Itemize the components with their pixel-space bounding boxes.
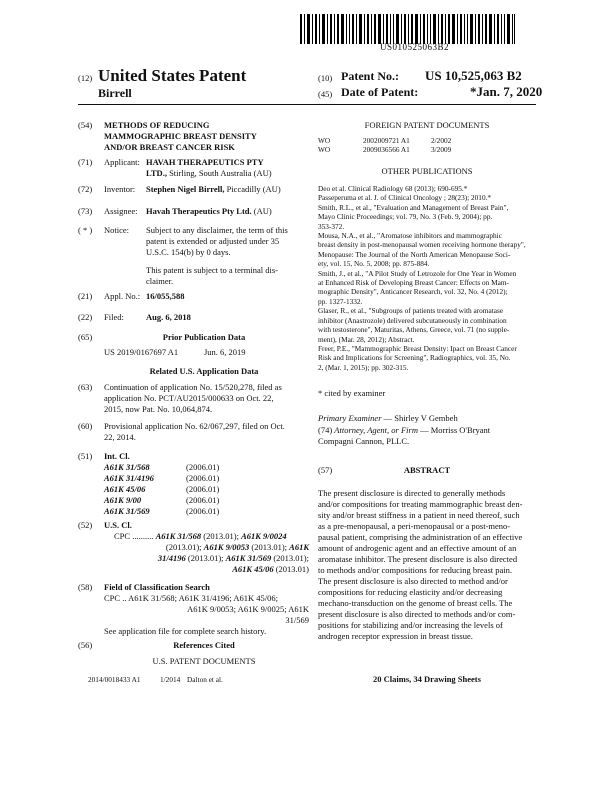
cpc-date: (2013.01); [271,553,309,563]
publication-line: Menopause: The Journal of the North American Menopause Soci- [318,249,511,259]
barcode [300,14,515,44]
int-cl-code: A61K 45/06 [104,484,146,494]
publication-line: ment), (Mar. 28, 2012); Abstract. [318,334,415,344]
publication-line: Mayo Clinic Proceedings; vol. 79, No. 3 (Feb. 9, 2004); pp. [318,212,493,222]
publication-line: breast density in post-menopausal women receiving hormone therapy", [318,240,526,250]
int-cl-row [104,462,219,473]
cpc-code: A61K 45/06 [232,564,274,574]
patent-no-label: Patent No.: [341,69,399,83]
foreign-docs-list [318,136,451,155]
foreign-date: 3/2009 [431,145,452,155]
int-cl-row [104,484,219,495]
int-cl-date: (2006.01) [186,506,220,516]
int-cl-row [104,495,219,506]
notice-label: Notice: [104,225,130,235]
code-52: (52) [78,520,93,530]
abstract-title: ABSTRACT [403,465,451,475]
us-cl-title: U.S. Cl. [104,520,132,530]
publication-line: Passeperuma et al. J. of Clinical Oncology ; 28(23); 2010.* [318,193,492,203]
applicant-name: HAVAH THERAPEUTICS PTY [146,157,264,167]
field-search-title: Field of Classification Search [104,582,210,592]
other-pubs-list [318,184,536,372]
publication-line: Deo et al. Clinical Radiology 68 (2013); 690-695.* [318,184,468,193]
int-cl-title: Int. Cl. [104,451,130,461]
continuation-line: application No. PCT/AU2015/000633 on Oct. 22, [104,393,274,403]
publication-line: Freer, P.E., "Mammographic Breast Density: Ipact on Breast Cancer [318,343,517,353]
inventor-location: Piccadilly (AU) [224,184,281,194]
cpc-code: A61K 9/0024 [241,531,287,541]
inventor-name: Stephen Nigel Birrell, [146,184,225,194]
provisional-line: 22, 2014. [104,432,136,442]
cpc-date: (2013.01); [185,553,226,563]
provisional-text [104,421,309,443]
claims-sheets: 20 Claims, 34 Drawing Sheets [373,674,481,684]
code-63: (63) [78,382,93,392]
title-line: MAMMOGRAPHIC BREAST DENSITY [104,131,257,141]
code-21: (21) [78,291,93,301]
cpc-date: (2013.01); [165,542,204,552]
cpc-code: 31/4196 [157,553,186,563]
inventor-surname: Birrell [98,86,132,100]
code-58: (58) [78,582,93,592]
field-search-line: CPC .. A61K 31/568; A61K 31/4196; A61K 45/06; [104,593,279,603]
foreign-date: 2/2002 [431,136,452,145]
abstract-line: compositions for reducing elasticity and/or decreasing [318,587,503,597]
filed-label: Filed: [104,312,124,322]
foreign-doc-row [318,145,451,154]
us-ref-date: 1/2014 [160,675,181,684]
code-22: (22) [78,312,93,322]
publication-line: Risk and Implications for Screening", Radiographics, vol. 35, No. [318,353,511,363]
foreign-number: 2009036566 A1 [363,145,410,155]
int-cl-code: A61K 31/4196 [104,473,154,483]
code-74: (74) [318,425,333,435]
code-45: (45) [318,89,333,99]
code-51: (51) [78,451,93,461]
assignee-value [146,206,272,217]
foreign-country: WO [318,145,331,155]
code-72: (72) [78,184,93,194]
publication-line: 2, (Mar. 1, 2015); pp. 302-315. [318,362,409,372]
abstract-line: amount of androgenic agent and an effective amount of an [318,543,517,553]
code-56: (56) [78,640,93,650]
int-cl-row [104,473,219,484]
abstract-line: present disclosure is also directed to methods and/or com- [318,609,516,619]
us-cl-text [114,531,309,575]
attorney-name-cont: Compagni Cannon, PLLC. [318,436,410,446]
code-60: (60) [78,421,93,431]
notice-line: claimer. [146,276,174,286]
cpc-code: A61K [289,542,309,552]
code-54: (54) [78,120,93,130]
abstract-line: The present disclosure is directed to generally methods [318,488,506,498]
int-cl-list [104,462,219,517]
continuation-text [104,382,309,415]
appl-no-value: 16/055,588 [146,291,185,301]
barcode-number: US010525063B2 [380,42,450,52]
title-line: AND/OR BREAST CANCER RISK [104,142,235,152]
code-notice: ( * ) [78,225,93,235]
abstract-line: pausal patient, comprising the administration of an effective [318,532,523,542]
cited-by-examiner: * cited by examiner [318,388,386,398]
int-cl-row [104,506,219,517]
examiner-label: Primary Examiner [318,413,382,423]
attorney-name: — Morriss O'Bryant [417,425,491,435]
cpc-label: CPC .......... [114,531,154,541]
appl-no-label: Appl. No.: [104,291,141,301]
publication-line: Smith, J., et al., "A Pilot Study of Letrozole for One Year in Women [318,268,517,278]
foreign-number: 2002009721 A1 [363,136,410,145]
publication-line: Smith, R.L., et al., "Evaluation and Management of Breast Pain", [318,202,509,212]
attorney-label: Attorney, Agent, or Firm [334,425,418,435]
notice-line: Subject to any disclaimer, the term of this [146,225,288,235]
cpc-code: A61K 9/0053 [203,542,250,552]
applicant-value [146,157,306,179]
publication-line: with testosterone", Maturitas, Athens, Greece, vol. 71 (no supple- [318,325,510,335]
code-71: (71) [78,157,93,167]
references-title: References Cited [173,640,235,650]
int-cl-code: A61K 9/00 [104,495,142,505]
publication-line: 353-372. [318,221,345,231]
other-pubs-title: OTHER PUBLICATIONS [381,166,473,176]
prior-pub-number: US 2019/0167697 A1 [104,347,179,357]
code-65: (65) [78,332,93,342]
applicant-location: Stirling, South Australia (AU) [166,168,272,178]
prior-pub-title: Prior Publication Data [162,332,246,342]
assignee-label: Assignee: [104,206,138,216]
abstract-line: mechano-transduction on the genome of breast cells. The [318,598,513,608]
abstract-line: sity and/or breast stiffness in a patient in need thereof, such [318,510,520,520]
notice-line: U.S.C. 154(b) by 0 days. [146,247,231,257]
header-divider [78,104,536,105]
document-title: United States Patent [98,66,247,85]
foreign-doc-row [318,136,451,145]
cpc-date: (2013.01); [201,531,242,541]
cpc-code: A61K 31/568 [155,531,202,541]
int-cl-date: (2006.01) [186,473,220,483]
patent-number: US 10,525,063 B2 [425,68,522,83]
int-cl-date: (2006.01) [186,462,220,472]
abstract-text [318,488,536,642]
abstract-line: as a pre-menopausal, a peri-menopausal or a post-meno- [318,521,511,531]
publication-line: mographic Density", Anticancer Research, vol. 32, No. 4 (2012); [318,287,508,297]
filed-value: Aug. 6, 2018 [146,312,191,322]
abstract-line: to methods and/or compositions for reducing breast pain. [318,565,513,575]
cpc-date: (2013.01) [273,564,309,574]
inventor-value [146,184,281,195]
applicant-name-cont: LTD., [146,168,167,178]
cpc-code: A61K 31/569 [225,553,272,563]
patent-date: *Jan. 7, 2020 [470,84,543,99]
us-patent-docs-title: U.S. PATENT DOCUMENTS [152,656,256,666]
abstract-line: positions for stabilizing and/or increasing the levels of [318,620,503,630]
attorney-line [318,425,536,447]
code-57: (57) [318,465,333,475]
title-line: METHODS OF REDUCING [104,120,210,130]
publication-line: at Enhanced Risk of Developing Breast Cancer: Effects on Mam- [318,278,509,288]
publication-line: Glaser, R., et al., "Subgroups of patients treated with aromatase [318,306,504,316]
cpc-date: (2013.01); [249,542,290,552]
publication-line: ety, vol. 15, No. 5, 2008; pp. 875-884. [318,259,430,269]
abstract-line: androgen receptor expression in breast tissue. [318,631,473,641]
examiner-name: — Shirley V Gembeh [381,413,458,423]
continuation-line: Continuation of application No. 15/520,278, filed as [104,382,282,392]
us-ref-number: 2014/0018433 A1 [88,675,141,684]
abstract-line: and/or compositions for treating mammographic breast den- [318,499,523,509]
field-search-line: 31/569 [285,615,309,625]
code-12: (12) [78,73,93,83]
applicant-label: Applicant: [104,157,140,167]
prior-pub-date: Jun. 6, 2019 [204,347,246,357]
code-73: (73) [78,206,93,216]
int-cl-code: A61K 31/569 [104,506,150,516]
field-search-note: See application file for complete search history. [104,626,267,636]
assignee-name: Havah Therapeutics Pty Ltd. [146,206,252,216]
int-cl-date: (2006.01) [186,495,220,505]
invention-title [104,120,304,153]
int-cl-code: A61K 31/568 [104,462,150,472]
publication-line: Mousa, N.A., et al., "Aromatose inhibitors and mammographic [318,231,502,241]
continuation-line: 2015, now Pat. No. 10,064,874. [104,404,213,414]
publication-line: pp. 1327-1332. [318,296,363,306]
code-10: (10) [318,73,333,83]
foreign-country: WO [318,136,331,145]
inventor-label: Inventor: [104,184,136,194]
provisional-line: Provisional application No. 62/067,297, filed on Oct. [104,421,285,431]
publication-line: inhibitor (Anastrozole) delivered subcutaneously in combination [318,315,507,325]
assignee-location: (AU) [251,206,272,216]
us-ref-name: Dalton et al. [187,675,223,684]
field-search-text [104,593,309,637]
notice-text [146,225,306,287]
related-data-title: Related U.S. Application Data [149,366,259,376]
foreign-docs-title: FOREIGN PATENT DOCUMENTS [364,120,490,130]
notice-line: This patent is subject to a terminal dis- [146,265,278,275]
date-label: Date of Patent: [341,85,419,99]
notice-line: patent is extended or adjusted under 35 [146,236,280,246]
examiner-line [318,413,458,424]
field-search-line: A61K 9/0053; A61K 9/0025; A61K [187,604,309,614]
abstract-line: aromatase inhibitor. The present disclosure is also directed [318,554,518,564]
int-cl-date: (2006.01) [186,484,220,494]
abstract-line: The present disclosure is also directed to method and/or [318,576,508,586]
